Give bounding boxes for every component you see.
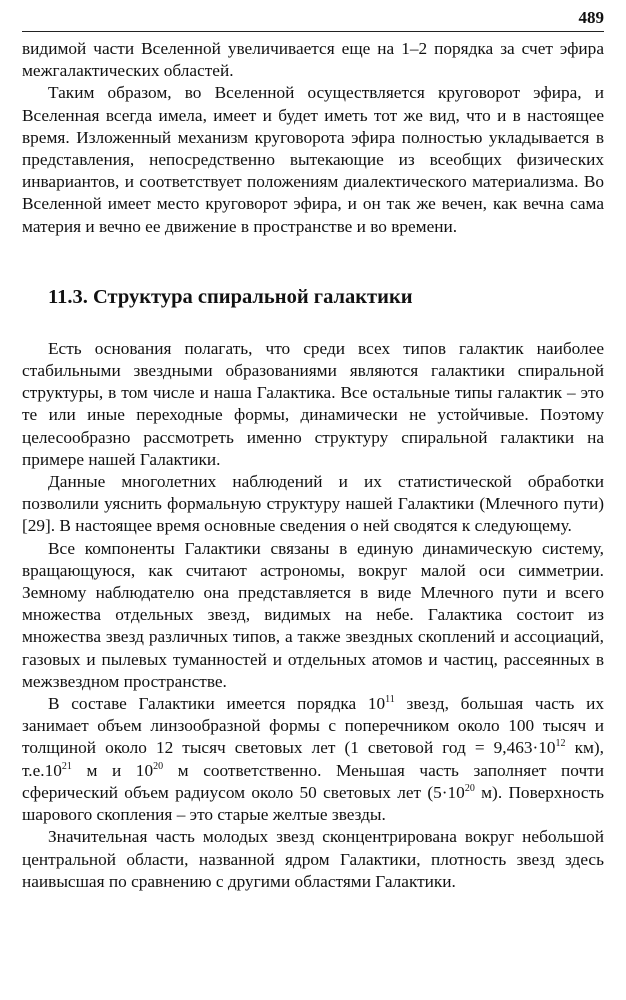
exponent: 20 <box>464 783 475 795</box>
paragraph: Все компоненты Галактики связаны в единую динамическую систему, вращающуюся, как считают астрономы, вокруг малой оси симметрии. Земному наблюдателю она представляется в виде Млечного пути и всего множества отдельных звезд, видимых на небе. Галактика состоит из множества звезд различных типов, а также звездных скоплений и ассоциаций, газовых и пылевых туманностей и отдельных атомов и частиц, рассеянных в межзвездном пространстве. <box>22 538 604 691</box>
exponent: 20 <box>153 760 164 772</box>
text-segment: м). Поверхность шарового скопления – это старые желтые звезды. <box>22 782 604 825</box>
page-body <box>22 38 604 893</box>
paragraph: Есть основания полагать, что среди всех типов галактик наиболее стабильными звездными образованиями являются галактики спиральной структуры, в том числе и наша Галактика. Все остальные типы галактик – это те или иные переходные формы, динамически не устойчивые. Поэтому целесообразно рассмотреть именно структуру спиральной галактики на примере нашей Галактики. <box>22 338 604 469</box>
exponent: 11 <box>385 694 395 706</box>
header-rule <box>22 31 604 32</box>
text-segment: звезд, большая часть их занимает объем линзообразной формы с поперечником около 100 тысяч и толщиной около 12 тысяч световых лет (1 световой год = 9,463·10 <box>22 694 604 758</box>
exponent: 21 <box>61 760 72 772</box>
text-segment: км), т.е.10 <box>22 738 604 780</box>
text-segment: м и 10 <box>71 760 154 780</box>
exponent: 12 <box>555 738 566 750</box>
paragraph: Значительная часть молодых звезд сконцентрирована вокруг небольшой центральной области, названной ядром Галактики, плотность звезд здесь наивысшая по сравнению с другими областями Галактики. <box>22 827 604 891</box>
paragraph: Данные многолетних наблюдений и их статистической обработки позволили уяснить формальную структуру нашей Галактики (Млечного пути) [29]. В настоящее время основные сведения о ней сводятся к следующему. <box>22 472 604 536</box>
paragraph: Таким образом, во Вселенной осуществляется круговорот эфира, и Вселенная всегда имела, имеет и будет иметь тот же вид, что и в настоящее время. Изложенный механизм круговорота эфира полностью укладывается в представления, непосредственно вытекающие из всеобщих физических инвариантов, и соответствует положениям диалектического материализма. Во Вселенной имеет место круговорот эфира, и он так же вечен, как вечна сама материя и вечно ее движение в пространстве и во времени. <box>22 83 604 236</box>
paragraph-galaxy-composition <box>22 693 604 826</box>
page-number: 489 <box>578 8 604 27</box>
section-heading: 11.3. Структура спиральной галактики <box>48 285 413 308</box>
text-segment: В составе Галактики имеется порядка 10 <box>48 694 386 714</box>
paragraph: видимой части Вселенной увеличивается еще на 1–2 порядка за счет эфира межгалактических областей. <box>22 39 604 81</box>
text-segment: м соответственно. Меньшая часть заполняет почти сферический объем радиусом около 50 световых лет (5·10 <box>22 760 604 802</box>
